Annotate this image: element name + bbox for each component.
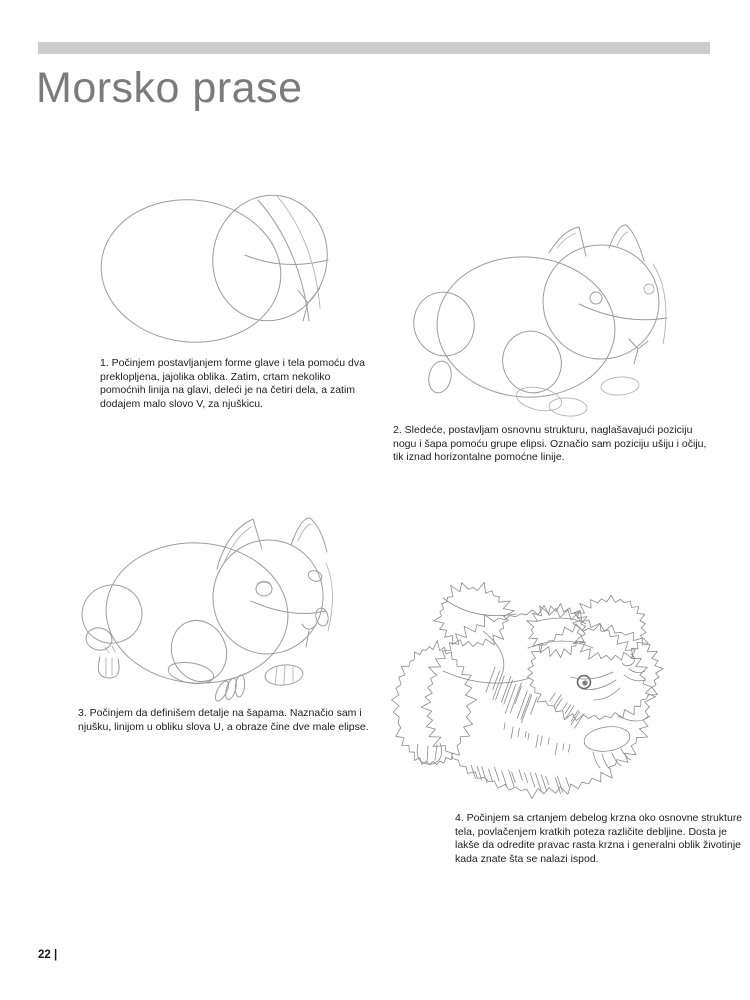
guinea-pig-fur-sketch [388,576,722,810]
page-title: Morsko prase [36,64,303,112]
step-4-caption: 4. Počinjem sa crtanjem debelog krzna oko osnovne strukture tela, povlačenjem kratkih poteza različite debljine. Dosta je lakše da odredite pravac rasta krzna i generalni oblik životinje kada znate šta se nalazi ispod. [455,812,743,865]
step-2-caption: 2. Sledeće, postavljam osnovnu strukturu, naglašavajući poziciju nogu i šapa pomoću grupe elipsi. Označio sam poziciju ušiju i očiju, tik iznad horizontalne pomoćne linije. [393,424,707,463]
step-3-illustration [75,505,387,707]
page-number: 22 | [38,949,58,961]
guinea-pig-structure-sketch [395,212,720,422]
step-1-caption: 1. Počinjem postavljanjem forme glave i tela pomoću dva preklopljena, jajolika oblika. Zatim, crtam nekoliko pomoćnih linija na glavi, deleći je na četiri dela, a zatim dodajem malo slovo V, za njuškicu. [100,357,365,410]
guinea-pig-details-sketch [75,505,387,707]
step-1-illustration [62,178,374,358]
pupil [582,680,587,685]
guinea-pig-ovals-sketch [62,178,374,358]
step-4-illustration [388,576,722,810]
decorative-header-bar [38,42,710,54]
step-2-illustration [395,212,720,422]
step-3-caption: 3. Počinjem da definišem detalje na šapama. Naznačio sam i njušku, linijom u obliku slova U, a obraze čine dve male elipse. [78,707,369,733]
